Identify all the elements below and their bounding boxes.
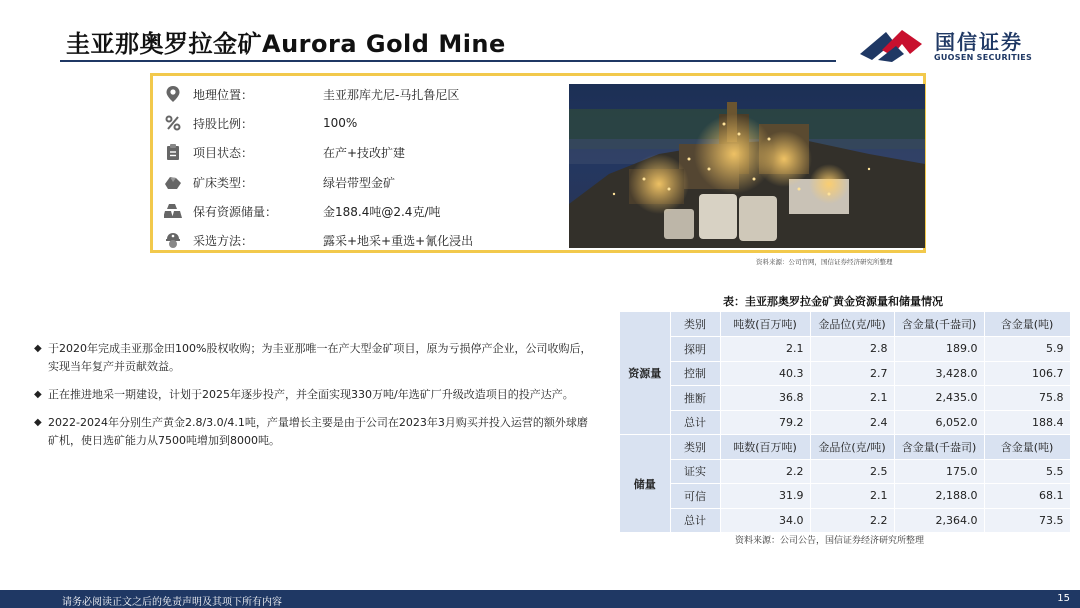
table-header-row <box>620 435 1070 460</box>
table-header-cell: 类别 <box>670 435 720 460</box>
table-cell: 75.8 <box>984 386 1070 411</box>
miner-icon <box>163 230 183 250</box>
table-cell: 控制 <box>670 361 720 386</box>
table-header-cell: 含金量(吨) <box>984 312 1070 337</box>
table-cell: 36.8 <box>720 386 810 411</box>
table-cell: 189.0 <box>894 337 984 362</box>
info-label: 项目状态： <box>193 145 254 160</box>
location-pin-icon <box>163 84 183 104</box>
table-cell: 总计 <box>670 508 720 533</box>
table-cell: 2.5 <box>810 459 894 484</box>
table-cell: 推断 <box>670 386 720 411</box>
table-header-cell: 吨数(百万吨) <box>720 312 810 337</box>
table-cell: 2.2 <box>720 459 810 484</box>
info-label: 地理位置： <box>193 87 254 102</box>
table-row <box>620 337 1070 362</box>
table-cell: 2,364.0 <box>894 508 984 533</box>
table-cell: 探明 <box>670 337 720 362</box>
table-cell: 证实 <box>670 459 720 484</box>
diamond-bullet-icon: ◆ <box>34 389 42 400</box>
table-header-cell: 金品位(克/吨) <box>810 435 894 460</box>
footer-disclaimer: 请务必阅读正文之后的免责声明及其项下所有内容 <box>62 597 282 608</box>
table-title: 表：圭亚那奥罗拉金矿黄金资源量和储量情况 <box>723 295 943 308</box>
page-title: 圭亚那奥罗拉金矿Aurora Gold Mine <box>66 30 506 58</box>
info-label: 矿床类型： <box>193 175 254 190</box>
table-cell: 6,052.0 <box>894 410 984 435</box>
title-divider <box>60 60 836 62</box>
table-cell: 2.2 <box>810 508 894 533</box>
info-row-status <box>163 140 405 164</box>
info-value: 在产+技改扩建 <box>323 145 406 160</box>
bullet-item <box>34 386 594 404</box>
table-row <box>620 386 1070 411</box>
bullet-text: 2022-2024年分别生产黄金2.8/3.0/4.1吨，产量增长主要是由于公司在2023年3月购买并投入运营的额外球磨矿机，使日选矿能力从7500吨增加到8000吨。 <box>48 416 588 447</box>
info-row-method <box>163 228 473 252</box>
mine-night-photo <box>569 84 925 248</box>
info-row-deposit-type <box>163 170 395 194</box>
table-row <box>620 410 1070 435</box>
summary-bullets <box>34 340 594 460</box>
table-cell: 2,435.0 <box>894 386 984 411</box>
bullet-item <box>34 414 594 450</box>
info-label: 保有资源储量： <box>193 204 278 219</box>
bullet-item <box>34 340 594 376</box>
ore-icon <box>163 172 183 192</box>
gold-bars-icon <box>163 201 183 221</box>
percent-icon <box>163 113 183 133</box>
guosen-emblem-icon <box>858 24 928 64</box>
table-row <box>620 508 1070 533</box>
logo-chinese-name: 国信证券 <box>935 30 1023 54</box>
table-cell: 2.1 <box>810 386 894 411</box>
table-row <box>620 361 1070 386</box>
guosen-logo <box>858 24 1038 64</box>
table-header-row <box>620 312 1070 337</box>
table-header-cell: 含金量(吨) <box>984 435 1070 460</box>
info-value: 100% <box>323 116 358 130</box>
table-row <box>620 459 1070 484</box>
table-header-cell: 类别 <box>670 312 720 337</box>
table-cell: 73.5 <box>984 508 1070 533</box>
table-cell: 175.0 <box>894 459 984 484</box>
info-row-ownership <box>163 111 357 135</box>
diamond-bullet-icon: ◆ <box>34 417 42 428</box>
table-cell: 79.2 <box>720 410 810 435</box>
table-cell: 68.1 <box>984 484 1070 509</box>
mine-info-panel <box>150 73 926 253</box>
table-cell: 34.0 <box>720 508 810 533</box>
diamond-bullet-icon: ◆ <box>34 343 42 354</box>
table-header-cell: 含金量(千盎司) <box>894 312 984 337</box>
table-header-cell: 吨数(百万吨) <box>720 435 810 460</box>
info-value: 绿岩带型金矿 <box>323 175 396 190</box>
clipboard-icon <box>163 142 183 162</box>
table-cell: 可信 <box>670 484 720 509</box>
page-number: 15 <box>1057 593 1070 604</box>
table-cell: 总计 <box>670 410 720 435</box>
table-cell: 2.7 <box>810 361 894 386</box>
table-source-note: 资料来源：公司公告，国信证券经济研究所整理 <box>735 536 925 546</box>
info-row-reserves <box>163 199 440 223</box>
table-cell: 2,188.0 <box>894 484 984 509</box>
table-cell: 40.3 <box>720 361 810 386</box>
table-cell: 5.5 <box>984 459 1070 484</box>
table-cell: 2.1 <box>810 484 894 509</box>
table-cell: 106.7 <box>984 361 1070 386</box>
info-label: 持股比例： <box>193 116 254 131</box>
info-label: 采选方法： <box>193 233 254 248</box>
table-cell: 5.9 <box>984 337 1070 362</box>
table-cell: 2.1 <box>720 337 810 362</box>
bullet-text: 于2020年完成圭亚那金田100%股权收购；为圭亚那唯一在产大型金矿项目，原为亏损停产企业，公司收购后，实现当年复产并贡献效益。 <box>48 342 592 373</box>
table-row <box>620 484 1070 509</box>
info-source-note: 资料来源：公司官网，国信证券经济研究所整理 <box>756 258 893 266</box>
table-header-cell: 金品位(克/吨) <box>810 312 894 337</box>
table-cell: 2.8 <box>810 337 894 362</box>
footer-bar <box>0 590 1080 608</box>
bullet-text: 正在推进地采一期建设，计划于2025年逐步投产，并全面实现330万吨/年选矿厂升级改造项目的投产达产。 <box>48 388 574 401</box>
table-cell: 31.9 <box>720 484 810 509</box>
info-value: 圭亚那库尤尼-马扎鲁尼区 <box>323 87 460 102</box>
info-row-location <box>163 82 459 106</box>
table-group-label: 储量 <box>620 435 670 533</box>
logo-english-name: GUOSEN SECURITIES <box>934 53 1033 62</box>
info-value: 金188.4吨@2.4克/吨 <box>323 204 441 219</box>
table-cell: 3,428.0 <box>894 361 984 386</box>
table-header-cell: 含金量(千盎司) <box>894 435 984 460</box>
table-cell: 2.4 <box>810 410 894 435</box>
resource-reserve-table <box>620 312 1071 533</box>
table-cell: 188.4 <box>984 410 1070 435</box>
table-group-label: 资源量 <box>620 312 670 435</box>
info-value: 露采+地采+重选+氰化浸出 <box>323 233 474 248</box>
